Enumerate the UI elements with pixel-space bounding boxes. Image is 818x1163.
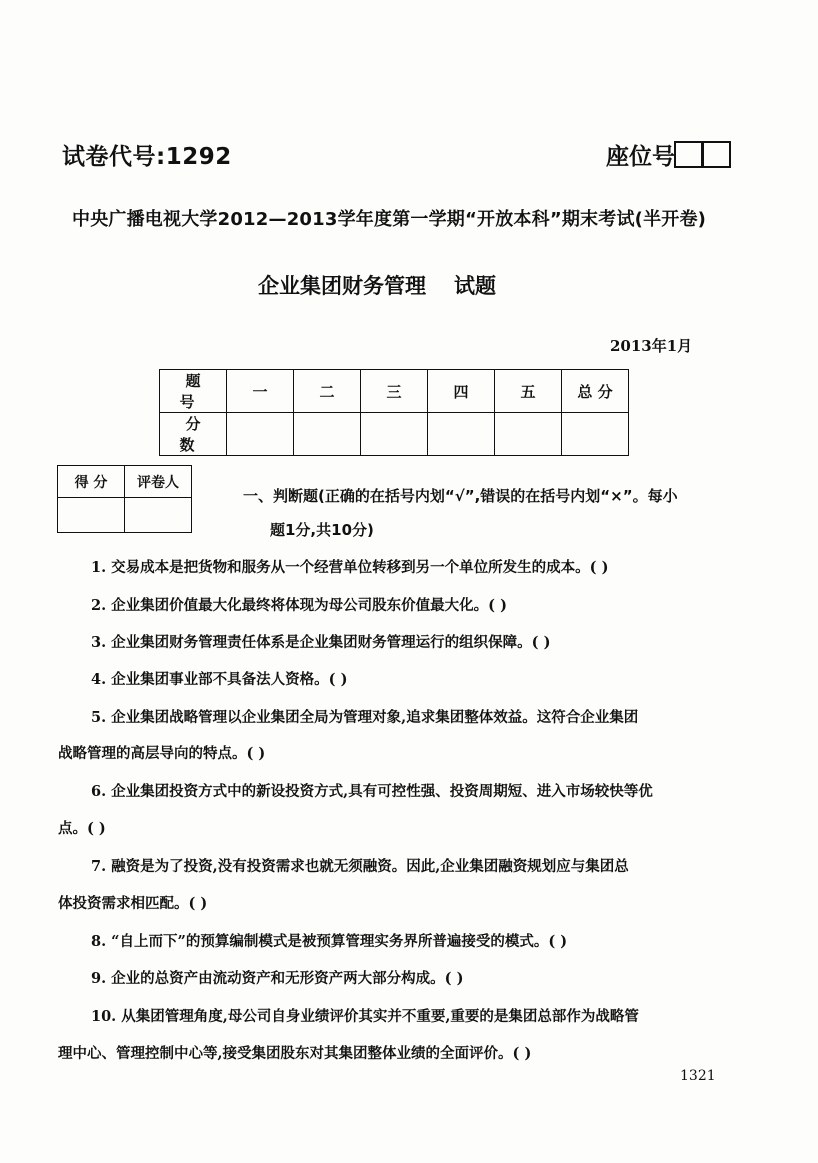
exam-date: 2013年1月 [610, 337, 693, 355]
score-table-row2-label: 分 数 [160, 413, 227, 456]
score-table-score-row [160, 413, 629, 456]
score-col-1: 一 [227, 370, 294, 413]
question-1: 1. 交易成本是把货物和服务从一个经营单位转移到另一个单位所发生的成本。( ) [91, 559, 609, 576]
page-number: 1321 [680, 1068, 716, 1084]
score-col-2: 二 [294, 370, 361, 413]
question-7-line-2: 体投资需求相匹配。( ) [58, 895, 208, 912]
question-8: 8. “自上而下”的预算编制模式是被预算管理实务界所普遍接受的模式。( ) [91, 933, 568, 950]
seat-box-2 [702, 141, 731, 168]
subject-name: 企业集团财务管理 [258, 274, 426, 298]
grader-table-header-row [58, 466, 192, 498]
seat-number-field [606, 138, 731, 171]
score-col-3: 三 [361, 370, 428, 413]
paper-code: 试卷代号:1292 [62, 144, 232, 170]
grader-name-label: 评卷人 [125, 466, 192, 498]
section-1-title-line-1: 一、判断题(正确的在括号内划“√”,错误的在括号内划“×”。每小 [243, 487, 678, 505]
seat-label: 座位号 [606, 144, 675, 170]
subject-suffix: 试题 [454, 274, 496, 298]
question-6-line-2: 点。( ) [58, 820, 106, 837]
question-5-line-1: 5. 企业集团战略管理以企业集团全局为管理对象,追求集团整体效益。这符合企业集团 [91, 709, 639, 726]
seat-box-1 [674, 141, 703, 168]
score-col-4: 四 [428, 370, 495, 413]
score-cell [227, 413, 294, 456]
exam-title: 中央广播电视大学2012—2013学年度第一学期“开放本科”期末考试(半开卷) [72, 209, 707, 230]
score-table-header-row [160, 370, 629, 413]
score-table [159, 369, 629, 456]
score-table-row1-label: 题 号 [160, 370, 227, 413]
score-cell [562, 413, 629, 456]
section-1-title-line-2: 题1分,共10分) [270, 521, 374, 539]
question-3: 3. 企业集团财务管理责任体系是企业集团财务管理运行的组织保障。( ) [91, 634, 551, 651]
grader-score-label: 得 分 [58, 466, 125, 498]
grader-table [57, 465, 192, 533]
question-7-line-1: 7. 融资是为了投资,没有投资需求也就无须融资。因此,企业集团融资规划应与集团总 [91, 858, 629, 875]
score-col-total: 总 分 [562, 370, 629, 413]
score-col-5: 五 [495, 370, 562, 413]
question-5-line-2: 战略管理的高层导向的特点。( ) [58, 745, 266, 762]
question-10-line-2: 理中心、管理控制中心等,接受集团股东对其集团整体业绩的全面评价。( ) [58, 1045, 532, 1062]
grader-cell [58, 498, 125, 533]
grader-cell [125, 498, 192, 533]
question-9: 9. 企业的总资产由流动资产和无形资产两大部分构成。( ) [91, 970, 464, 987]
score-cell [361, 413, 428, 456]
score-cell [428, 413, 495, 456]
score-cell [495, 413, 562, 456]
question-10-line-1: 10. 从集团管理角度,母公司自身业绩评价其实并不重要,重要的是集团总部作为战略管 [91, 1008, 639, 1025]
subject-title [258, 270, 496, 300]
question-6-line-1: 6. 企业集团投资方式中的新设投资方式,具有可控性强、投资周期短、进入市场较快等优 [91, 783, 653, 800]
grader-table-blank-row [58, 498, 192, 533]
question-4: 4. 企业集团事业部不具备法人资格。( ) [91, 671, 348, 688]
question-2: 2. 企业集团价值最大化最终将体现为母公司股东价值最大化。( ) [91, 597, 507, 614]
score-cell [294, 413, 361, 456]
